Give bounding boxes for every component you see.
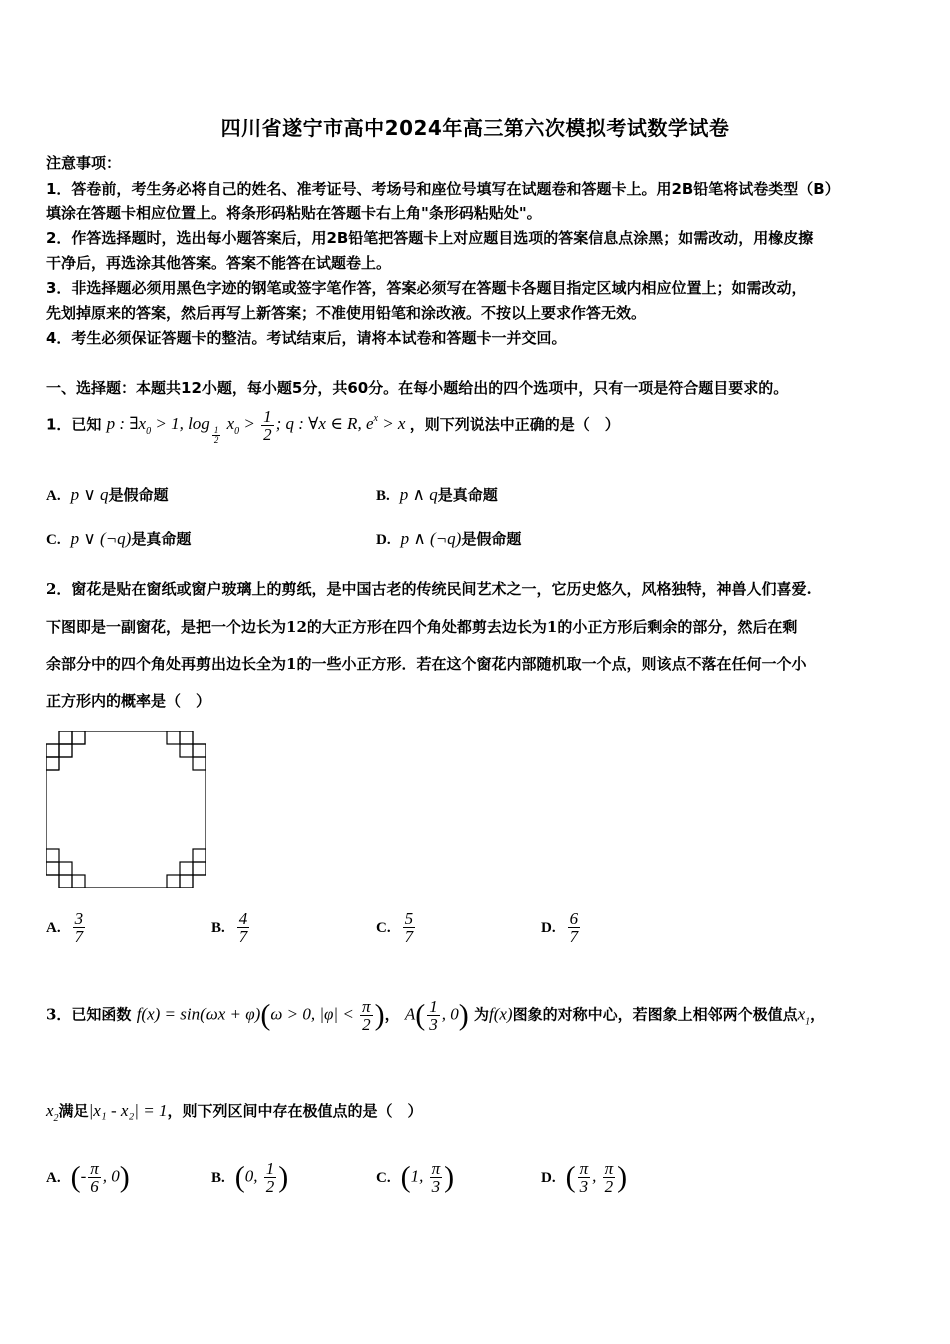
q2-line: 正方形内的概率是（ ）: [46, 692, 212, 710]
q3-condition: ω > 0, |φ| <: [270, 1004, 359, 1024]
notes-line: 填涂在答题卡相应位置上。将条形码粘贴在答题卡右上角"条形码粘贴处"。: [46, 204, 542, 222]
q1-option-d[interactable]: D. p ∧ (¬q)是假命题: [376, 529, 522, 548]
window-flower-figure: [46, 731, 206, 888]
q3-line-2: $x_2$满足|x₁ - x₂| = 1，则下列区间中存在极值点的是（ ）: [46, 1101, 423, 1124]
q2-option-a[interactable]: A. $\frac{3}{7}$: [46, 909, 84, 946]
q3-prefix: 3．已知函数: [46, 1005, 132, 1024]
q1-formula: p : $\exists x_0 > 1$, log $\frac{1}{2}$ $x_0$ > $\frac{1}{2}$ ; q : ∀x ∈ R, $e^x > x$: [106, 407, 406, 446]
q2-option-d[interactable]: D. $\frac{6}{7}$: [541, 909, 579, 946]
question-3: 3．已知函数 f(x) = sin(ωx + φ)(ω > 0, |φ| < $\frac{\pi}{2}$ )， A( $\frac{1}{3}$ , 0) 为f(x)图象的对称中心，若图象上相邻两个极值点$x_1$，: [46, 997, 826, 1034]
q3-option-a[interactable]: A. (- $\frac{\pi}{6}$ , 0): [46, 1159, 130, 1196]
q2-line: 2．窗花是贴在窗纸或窗户玻璃上的剪纸，是中国古老的传统民间艺术之一，它历史悠久，风格独特，神兽人们喜爱.: [46, 580, 812, 598]
q2-line: 下图即是一副窗花，是把一个边长为12的大正方形在四个角处都剪去边长为1的小正方形后剩余的部分，然后在剩: [46, 618, 798, 636]
notes-line: 2．作答选择题时，选出每小题答案后，用2B铅笔把答题卡上对应题目选项的答案信息点涂黑；如需改动，用橡皮擦: [46, 229, 814, 247]
q1-option-c[interactable]: C. p ∨ (¬q)是真命题: [46, 529, 192, 548]
q3-option-b[interactable]: B. (0, $\frac{1}{2}$ ): [211, 1159, 289, 1196]
q1-option-a[interactable]: A. p ∨ q是假命题: [46, 485, 169, 504]
q3-point-a: A: [404, 1004, 416, 1024]
notes-heading: 注意事项：: [46, 154, 122, 172]
notes-line: 1．答卷前，考生务必将自己的姓名、准考证号、考场号和座位号填写在试题卷和答题卡上。用2B铅笔将试卷类型（B）: [46, 180, 840, 198]
notes-line: 4．考生必须保证答题卡的整洁。考试结束后，请将本试卷和答题卡一并交回。: [46, 329, 567, 347]
q1-option-b[interactable]: B. p ∧ q是真命题: [376, 485, 498, 504]
q3-function: f(x) = sin(ωx + φ): [136, 1004, 261, 1024]
q2-option-c[interactable]: C. $\frac{5}{7}$: [376, 909, 414, 946]
q3-option-c[interactable]: C. (1, $\frac{\pi}{3}$ ): [376, 1159, 455, 1196]
notes-line: 3．非选择题必须用黑色字迹的钢笔或签字笔作答，答案必须写在答题卡各题目指定区域内相应位置上；如需改动，: [46, 279, 807, 297]
section-heading: 一、选择题：本题共12小题，每小题5分，共60分。在每小题给出的四个选项中，只有一项是符合题目要求的。: [46, 379, 789, 397]
q3-option-d[interactable]: D. ( $\frac{\pi}{3}$ , $\frac{\pi}{2}$ ): [541, 1159, 628, 1196]
q1-suffix: ，则下列说法中正确的是（ ）: [409, 415, 620, 434]
q2-option-b[interactable]: B. $\frac{4}{7}$: [211, 909, 248, 946]
notes-line: 干净后，再选涂其他答案。答案不能答在试题卷上。: [46, 254, 392, 272]
q2-line: 余部分中的四个角处再剪出边长全为1的一些小正方形．若在这个窗花内部随机取一个点，则该点不落在任何一个小: [46, 655, 807, 673]
notes-line: 先划掉原来的答案，然后再写上新答案；不准使用铅笔和涂改液。不按以上要求作答无效。: [46, 304, 647, 322]
q3-abs-condition: |x₁ - x₂| = 1: [88, 1101, 168, 1120]
q1-prefix: 1．已知: [46, 415, 102, 434]
question-1: [46, 408, 620, 445]
page-title: 四川省遂宁市高中2024年高三第六次模拟考试数学试卷: [220, 116, 730, 140]
